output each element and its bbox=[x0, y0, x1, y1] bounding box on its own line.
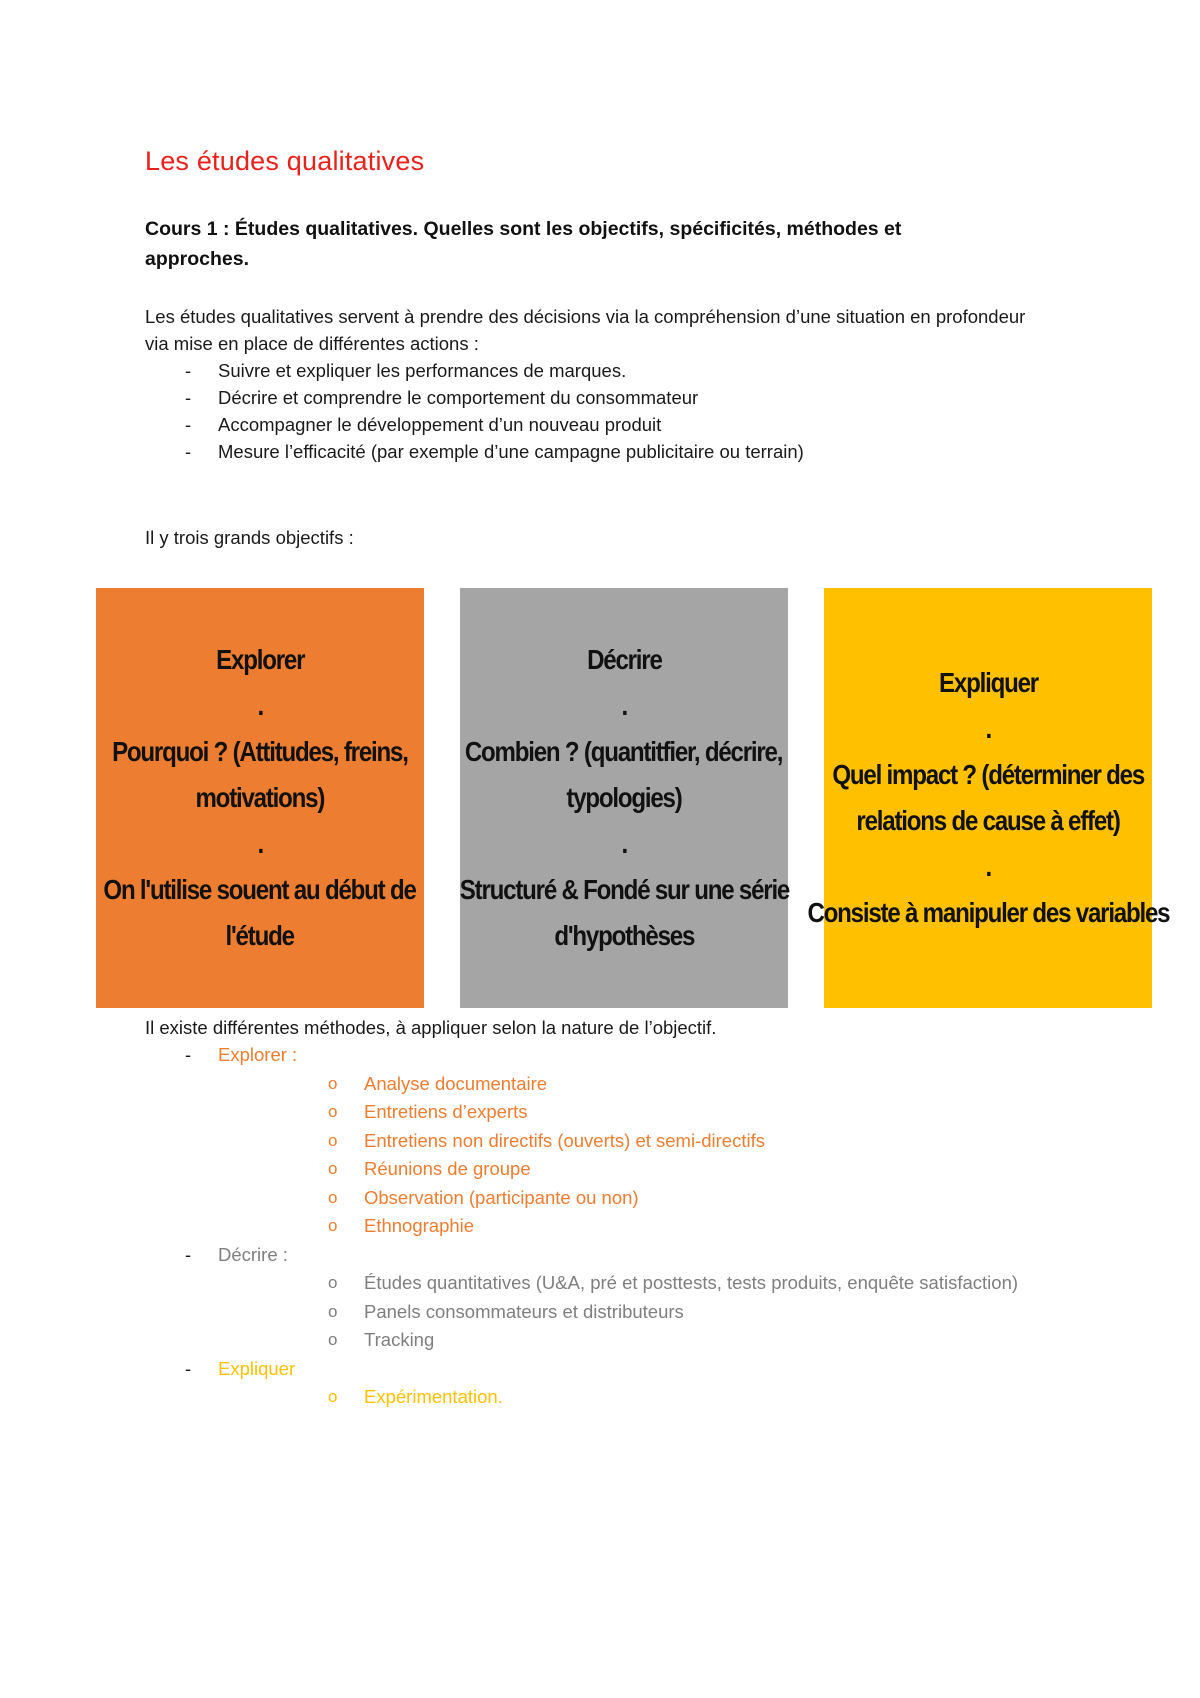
list-item bbox=[218, 1070, 1018, 1099]
list-item-text: Suivre et expliquer les performances de marques. bbox=[218, 360, 627, 381]
list-item-text: Analyse documentaire bbox=[364, 1072, 548, 1094]
dash-bullet: - bbox=[185, 441, 192, 462]
list-item bbox=[145, 411, 804, 438]
box-line: On l'utilise souent au début de bbox=[103, 874, 417, 905]
circle-bullet: o bbox=[328, 1330, 338, 1349]
list-item-text: Accompagner le développement d’un nouveau produit bbox=[218, 414, 662, 435]
box-line: Explorer bbox=[215, 644, 305, 675]
list-item bbox=[218, 1212, 1018, 1241]
dash-bullet: - bbox=[185, 1357, 192, 1379]
box-line: Pourquoi ? (Attitudes, freins, bbox=[112, 736, 408, 767]
list-item-text: Études quantitatives (U&A, pré et posttests, tests produits, enquête satisfaction) bbox=[364, 1272, 1019, 1293]
circle-bullet: o bbox=[328, 1273, 338, 1292]
circle-bullet: o bbox=[328, 1159, 338, 1178]
circle-bullet: o bbox=[328, 1216, 338, 1235]
box-line: l'étude bbox=[225, 920, 295, 951]
list-item-text: Entretiens d’experts bbox=[364, 1101, 528, 1122]
dash-bullet: - bbox=[185, 1044, 192, 1065]
box-line: relations de cause à effet) bbox=[856, 805, 1120, 836]
box-line: Décrire bbox=[586, 644, 662, 675]
circle-bullet: o bbox=[328, 1387, 338, 1406]
list-item bbox=[145, 438, 804, 465]
circle-bullet: o bbox=[328, 1301, 338, 1321]
list-item-text: Panels consommateurs et distributeurs bbox=[364, 1300, 684, 1322]
objective-box-expliquer bbox=[807, 588, 1169, 1008]
list-item-text: Ethnographie bbox=[364, 1215, 475, 1236]
course-heading: Cours 1 : Études qualitatives. Quelles sont les objectifs, spécificités, méthodes et approches. bbox=[145, 218, 902, 270]
method-group-expliquer bbox=[145, 1355, 1018, 1412]
list-item bbox=[218, 1098, 1018, 1127]
objective-box-explorer bbox=[96, 588, 424, 1008]
method-group-label: Explorer : bbox=[218, 1044, 298, 1065]
box-line: . bbox=[985, 851, 991, 882]
methods-intro: Il existe différentes méthodes, à appliquer selon la nature de l’objectif. bbox=[145, 1017, 717, 1038]
box-line: . bbox=[257, 828, 263, 859]
list-item bbox=[218, 1269, 1018, 1298]
method-sublist bbox=[218, 1383, 1018, 1412]
list-item-text: Observation (participante ou non) bbox=[364, 1186, 639, 1208]
list-item-text: Expérimentation. bbox=[364, 1386, 503, 1407]
list-item-text: Décrire et comprendre le comportement du consommateur bbox=[218, 387, 699, 408]
method-group-label: Expliquer bbox=[218, 1357, 296, 1379]
list-item bbox=[218, 1184, 1018, 1213]
circle-bullet: o bbox=[328, 1187, 338, 1207]
circle-bullet: o bbox=[328, 1073, 338, 1093]
methods-list bbox=[145, 1041, 1018, 1412]
box-line: . bbox=[257, 690, 263, 721]
box-line: motivations) bbox=[195, 782, 325, 813]
intro-list bbox=[145, 357, 804, 465]
list-item-text: Réunions de groupe bbox=[364, 1158, 531, 1179]
dash-bullet: - bbox=[185, 1243, 192, 1265]
dash-bullet: - bbox=[185, 360, 192, 381]
intro-paragraph: Les études qualitatives servent à prendre des décisions via la compréhension d’une situation en profondeur via mise en place de différentes actions : bbox=[145, 306, 1026, 354]
list-item bbox=[218, 1155, 1018, 1184]
list-item bbox=[218, 1127, 1018, 1156]
box-line: Structuré & Fondé sur une série bbox=[459, 874, 789, 905]
box-line: typologies) bbox=[566, 782, 682, 813]
list-item bbox=[145, 384, 804, 411]
method-group-label: Décrire : bbox=[218, 1243, 288, 1265]
box-line: Quel impact ? (déterminer des bbox=[832, 759, 1144, 790]
objective-box-decrire bbox=[460, 588, 788, 1008]
method-group-decrire bbox=[145, 1241, 1018, 1355]
list-item-text: Tracking bbox=[364, 1329, 435, 1350]
method-sublist bbox=[218, 1269, 1018, 1355]
box-line: Combien ? (quantitfier, décrire, bbox=[465, 736, 783, 767]
page-title: Les études qualitatives bbox=[145, 146, 425, 176]
box-line: . bbox=[621, 690, 627, 721]
list-item-text: Mesure l’efficacité (par exemple d’une campagne publicitaire ou terrain) bbox=[218, 441, 804, 462]
dash-bullet: - bbox=[185, 414, 192, 435]
box-line: . bbox=[985, 713, 991, 744]
list-item bbox=[218, 1298, 1018, 1327]
box-line: d'hypothèses bbox=[554, 920, 694, 951]
list-item bbox=[218, 1326, 1018, 1355]
list-item bbox=[145, 357, 804, 384]
list-item-text: Entretiens non directifs (ouverts) et semi-directifs bbox=[364, 1129, 765, 1151]
box-line: . bbox=[621, 828, 627, 859]
circle-bullet: o bbox=[328, 1130, 338, 1150]
objectives-intro: Il y trois grands objectifs : bbox=[145, 527, 354, 548]
box-line: Expliquer bbox=[938, 667, 1038, 698]
dash-bullet: - bbox=[185, 387, 192, 408]
list-item bbox=[218, 1383, 1018, 1412]
method-sublist bbox=[218, 1070, 1018, 1241]
box-line: Consiste à manipuler des variables bbox=[807, 897, 1169, 928]
circle-bullet: o bbox=[328, 1102, 338, 1121]
method-group-explorer bbox=[145, 1041, 1018, 1241]
